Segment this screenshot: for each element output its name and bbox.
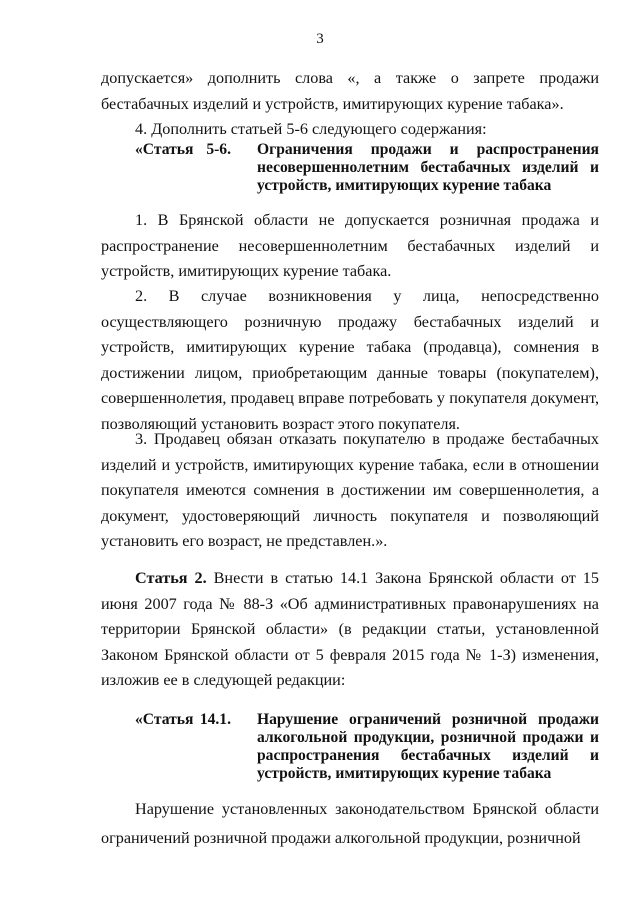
article-2-text: Внести в статью 14.1 Закона Брянской области от 15 июня 2007 года № 88-З «Об административных правонарушениях на территории Брянской области» (в редакции статьи, установленной Законом Брянской области от 5 февраля 2015 года № 1-З) изменения, изложив ее в следующей редакции: (101, 569, 599, 689)
article-5-6-heading (101, 141, 599, 195)
article-number: 5-6. (206, 141, 231, 158)
article-2-paragraph (101, 566, 599, 694)
article-title: Нарушение ограничений розничной продажи алкогольной продукции, розничной продажи и распространения бестабачных изделий и устройств, имитирующих курение табака (257, 711, 599, 782)
article-14-1-heading (101, 711, 599, 783)
paragraph-final: Нарушение установленных законодательством Брянской области ограничений розничной продажи алкогольной продукции, розничной (101, 800, 599, 847)
page-number: 3 (316, 31, 324, 47)
article-2-label: Статья 2. (135, 569, 207, 587)
paragraph-intro: допускается» дополнить слова «, а также о запрете продажи бестабачных изделий и устройств, имитирующих курение табака». (101, 69, 599, 113)
article-5-6-point-2: 2. В случае возникновения у лица, непосредственно осуществляющего розничную продажу бестабачных изделий и устройств, имитирующих курение табака (продавца), сомнения в достижении лицом, приобретающим данные товары (покупателем), совершеннолетия, продавец вправе потребовать у покупателя документ, позволяющий установить возраст этого покупателя. (101, 287, 599, 433)
article-5-6-point-1: 1. В Брянской области не допускается розничная продажа и распространение несовершеннолетним бестабачных изделий и устройств, имитирующих курение табака. (101, 211, 599, 280)
article-word: «Статья (135, 711, 194, 728)
paragraph-item-4: 4. Дополнить статьей 5-6 следующего содержания: (135, 120, 487, 138)
article-number: 14.1. (199, 711, 231, 728)
article-5-6-point-3: 3. Продавец обязан отказать покупателю в продаже бестабачных изделий и устройств, имитирующих курение табака, если в отношении покупателя имеются сомнения в достижении им совершеннолетия, а документ, удостоверяющий личность покупателя и позволяющий установить его возраст, не представлен.». (101, 430, 599, 550)
article-title: Ограничения продажи и распространения несовершеннолетним бестабачных изделий и устройств, имитирующих курение табака (257, 141, 599, 194)
article-word: «Статья (135, 141, 194, 158)
